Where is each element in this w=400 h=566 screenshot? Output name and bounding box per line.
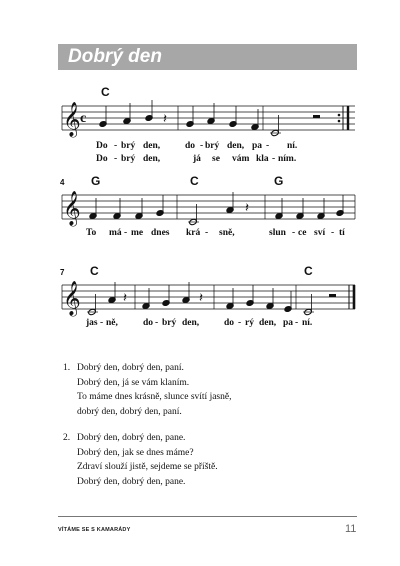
staff-system-2 <box>0 168 400 243</box>
svg-text:do: do <box>224 318 235 328</box>
svg-text:den,: den, <box>143 141 161 151</box>
svg-text:brý: brý <box>121 141 136 151</box>
svg-text:To: To <box>86 228 97 238</box>
verse-line: Dobrý den, dobrý den, pane. <box>77 476 186 487</box>
chord-label: C <box>190 174 199 188</box>
quarter-rest-icon: 𝄽 <box>199 290 203 305</box>
svg-text:brý: brý <box>162 318 177 328</box>
svg-text:Do: Do <box>96 141 108 151</box>
svg-text:vám: vám <box>232 154 250 164</box>
half-rest-icon <box>313 115 320 118</box>
svg-text:do: do <box>143 318 154 328</box>
chord-label: G <box>274 174 284 188</box>
note <box>284 291 292 312</box>
common-time-icon: c <box>80 111 87 126</box>
svg-text:brý: brý <box>205 141 220 151</box>
svg-text:dnes: dnes <box>151 228 170 238</box>
svg-text:ní.: ní. <box>302 318 313 328</box>
lyrics-line-1 <box>85 318 312 328</box>
svg-text:krá: krá <box>186 228 201 238</box>
svg-text:má: má <box>109 228 122 238</box>
svg-text:do: do <box>185 141 196 151</box>
svg-text:rý: rý <box>245 318 254 328</box>
svg-text:den,: den, <box>182 318 200 328</box>
verse-line: Dobrý den, dobrý den, paní. <box>77 363 184 373</box>
svg-text:pa: pa <box>283 318 294 328</box>
svg-text:brý: brý <box>121 154 136 164</box>
svg-text:se: se <box>212 154 220 164</box>
song-title: Dobrý den <box>68 46 162 67</box>
svg-text:-: - <box>292 228 296 238</box>
measure-number: 4 <box>60 178 65 187</box>
chord-label: C <box>304 264 313 278</box>
note <box>186 106 194 127</box>
quarter-rest-icon: 𝄽 <box>123 290 127 305</box>
treble-clef-icon: 𝄞 <box>63 192 81 225</box>
svg-text:ní.: ní. <box>287 141 298 151</box>
treble-clef-icon: 𝄞 <box>63 103 81 136</box>
svg-text:me: me <box>131 228 144 238</box>
half-rest-icon <box>329 294 336 297</box>
svg-text:sně,: sně, <box>219 228 235 238</box>
svg-text:-: - <box>272 154 276 164</box>
chord-label: C <box>90 264 99 278</box>
svg-text:den,: den, <box>143 154 161 164</box>
note <box>229 106 237 127</box>
verse-line: dobrý den, dobrý den, paní. <box>77 406 182 417</box>
staff-system-1 <box>0 80 400 175</box>
note <box>145 100 153 121</box>
lyrics-line-1 <box>96 141 297 151</box>
footer-divider <box>58 516 357 517</box>
note <box>99 106 107 127</box>
svg-text:-: - <box>266 141 270 151</box>
note <box>336 195 344 216</box>
svg-text:tí: tí <box>339 228 345 238</box>
verse-line: Dobrý den, dobrý den, pane. <box>77 433 186 443</box>
svg-text:-: - <box>100 318 104 328</box>
note <box>156 195 164 216</box>
svg-text:slun: slun <box>269 228 286 238</box>
svg-text:-: - <box>238 318 242 328</box>
svg-text:jas: jas <box>86 318 98 328</box>
verse-number: 2. <box>63 433 71 443</box>
chord-label: C <box>101 85 110 99</box>
svg-text:sví: sví <box>314 228 326 238</box>
svg-text:-: - <box>155 318 159 328</box>
page-number: 11 <box>345 523 357 535</box>
quarter-rest-icon: 𝄽 <box>163 111 167 126</box>
quarter-rest-icon: 𝄽 <box>245 200 249 215</box>
svg-text:-: - <box>295 318 299 328</box>
svg-text:já: já <box>193 154 201 164</box>
svg-text:den,: den, <box>259 318 277 328</box>
verse-line: Dobrý den, já se vám klaním. <box>77 377 190 388</box>
lyrics-line-2 <box>96 154 296 164</box>
svg-text:-: - <box>124 228 128 238</box>
verse-line: Dobrý den, jak se dnes máme? <box>77 447 194 458</box>
note <box>246 285 254 306</box>
note <box>162 285 170 306</box>
svg-text:-: - <box>114 154 118 164</box>
treble-clef-icon: 𝄞 <box>63 282 81 315</box>
svg-text:-: - <box>331 228 335 238</box>
verse-number: 1. <box>63 363 71 373</box>
svg-text:ním.: ním. <box>278 154 297 164</box>
svg-text:ce: ce <box>298 228 307 238</box>
svg-text:-: - <box>200 141 204 151</box>
svg-text:pa: pa <box>252 141 263 151</box>
svg-text:-: - <box>114 141 118 151</box>
svg-text:den,: den, <box>227 141 245 151</box>
svg-text:ně,: ně, <box>106 318 118 328</box>
measure-number: 7 <box>60 268 65 277</box>
svg-text:-: - <box>205 228 209 238</box>
chord-label: G <box>91 174 101 188</box>
verse-line: Zdraví slouží jistě, sejdeme se příště. <box>77 462 218 472</box>
song-title-bar <box>58 44 357 70</box>
svg-text:kla: kla <box>256 154 269 164</box>
staff-system-3 <box>0 260 400 335</box>
svg-text:Do: Do <box>96 154 108 164</box>
lyrics-line-1 <box>86 228 345 238</box>
verse-line: To máme dnes krásně, slunce svítí jasně, <box>77 392 232 402</box>
footer-book-title: VÍTÁME SE S KAMARÁDY <box>58 527 131 533</box>
